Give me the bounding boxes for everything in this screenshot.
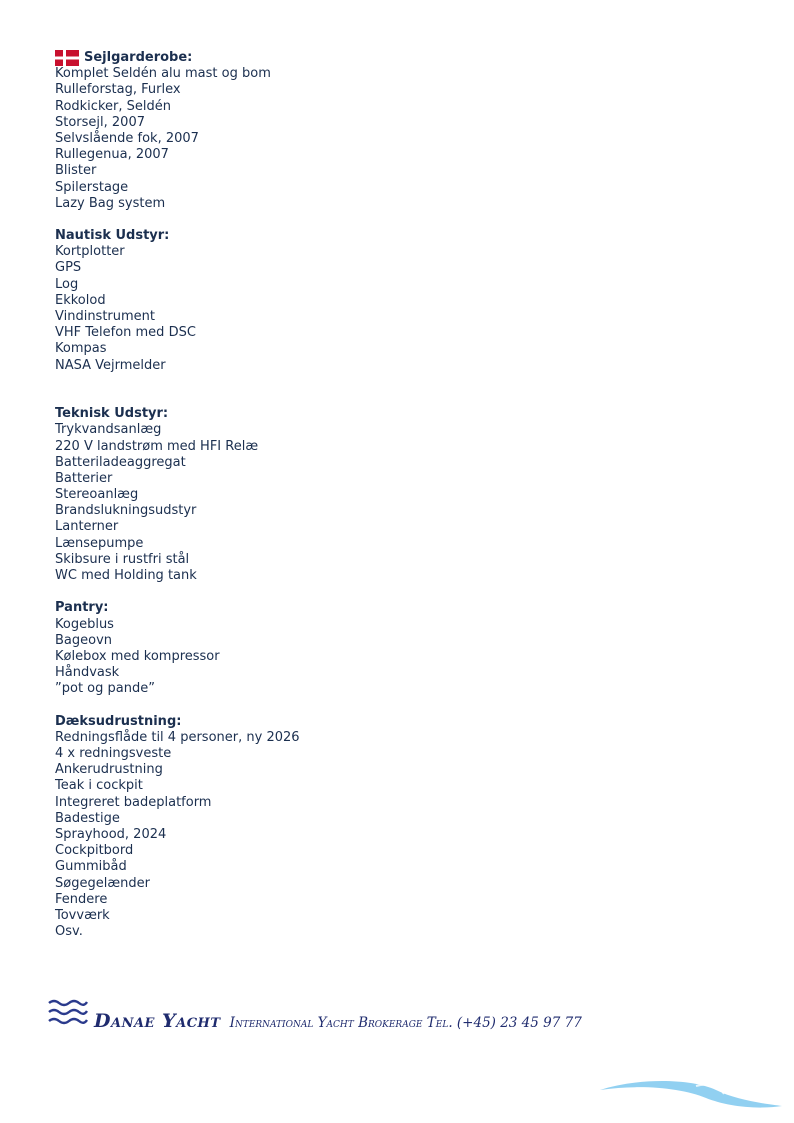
list-item: Bageovn <box>55 632 113 648</box>
list-item: Rodkicker, Seldén <box>55 98 171 114</box>
footer-brand <box>48 998 688 1038</box>
list-item: Lanterner <box>55 519 119 535</box>
list-item: Lænsepumpe <box>55 535 144 551</box>
list-item: Rulleforstag, Furlex <box>55 82 181 98</box>
list-item: Badestige <box>55 810 120 826</box>
list-item: Gummibåd <box>55 859 127 875</box>
list-item: 4 x redningsveste <box>55 746 172 762</box>
list-item: Osv. <box>55 924 83 940</box>
brand-text <box>94 1010 582 1032</box>
section-heading: Teknisk Udstyr: <box>55 406 169 422</box>
spacer <box>55 212 755 228</box>
list-item: Ekkolod <box>55 292 106 308</box>
section-heading: Dæksudrustning: <box>55 713 182 729</box>
list-item: Integreret badeplatform <box>55 794 212 810</box>
swoosh-watermark-icon <box>596 1076 786 1120</box>
section-heading <box>55 50 755 66</box>
list-item: Søgegelænder <box>55 875 150 891</box>
list-item: Stereoanlæg <box>55 487 139 503</box>
list-item: Cockpitbord <box>55 843 134 859</box>
list-item: Selvslående fok, 2007 <box>55 130 199 146</box>
list-item: WC med Holding tank <box>55 568 197 584</box>
list-item: Storsejl, 2007 <box>55 114 145 130</box>
brand-tagline: International Yacht Brokerage Tel. (+45) 23 45 97 77 <box>229 1015 582 1031</box>
list-item: Kompas <box>55 341 107 357</box>
list-item: Kortplotter <box>55 244 125 260</box>
spacer <box>55 698 755 714</box>
list-item: Trykvandsanlæg <box>55 422 162 438</box>
spacer <box>55 584 755 600</box>
list-item: Lazy Bag system <box>55 195 166 211</box>
section-sejlgarderobe <box>55 50 755 212</box>
list-item: Tovværk <box>55 907 110 923</box>
list-item: Brandslukningsudstyr <box>55 503 197 519</box>
section-teknisk-udstyr <box>55 406 755 584</box>
list-item: Komplet Seldén alu mast og bom <box>55 66 271 82</box>
list-item: 220 V landstrøm med HFI Relæ <box>55 438 259 454</box>
list-item: Batteriladeaggregat <box>55 454 186 470</box>
brand-name: Danae Yacht <box>94 1010 221 1032</box>
section-daeksudrustning <box>55 714 755 941</box>
list-item: Vindinstrument <box>55 309 156 324</box>
list-item: Ankerudrustning <box>55 762 163 778</box>
spec-list <box>55 50 755 940</box>
section-heading: Pantry: <box>55 600 109 616</box>
list-item: Log <box>55 276 79 292</box>
list-item: ”pot og pande” <box>55 681 155 697</box>
list-item: Sprayhood, 2024 <box>55 827 167 843</box>
spacer <box>55 374 755 406</box>
list-item: Fendere <box>55 891 108 907</box>
waves-logo-icon <box>48 998 88 1032</box>
danish-flag-icon <box>55 50 79 66</box>
list-item: Rullegenua, 2007 <box>55 147 169 163</box>
section-heading: Nautisk Udstyr: <box>55 228 170 244</box>
list-item: VHF Telefon med DSC <box>55 325 196 341</box>
list-item: NASA Vejrmelder <box>55 357 166 373</box>
list-item: GPS <box>55 260 82 276</box>
section-heading-text: Sejlgarderobe: <box>84 50 193 65</box>
list-item: Batterier <box>55 470 113 486</box>
list-item: Redningsflåde til 4 personer, ny 2026 <box>55 729 300 745</box>
section-pantry <box>55 600 755 697</box>
list-item: Kogeblus <box>55 616 114 632</box>
list-item: Teak i cockpit <box>55 778 143 794</box>
list-item: Skibsure i rustfri stål <box>55 551 190 567</box>
list-item: Håndvask <box>55 665 120 681</box>
list-item: Blister <box>55 163 97 179</box>
list-item: Kølebox med kompressor <box>55 648 220 664</box>
list-item: Spilerstage <box>55 179 129 195</box>
section-nautisk-udstyr <box>55 228 755 374</box>
